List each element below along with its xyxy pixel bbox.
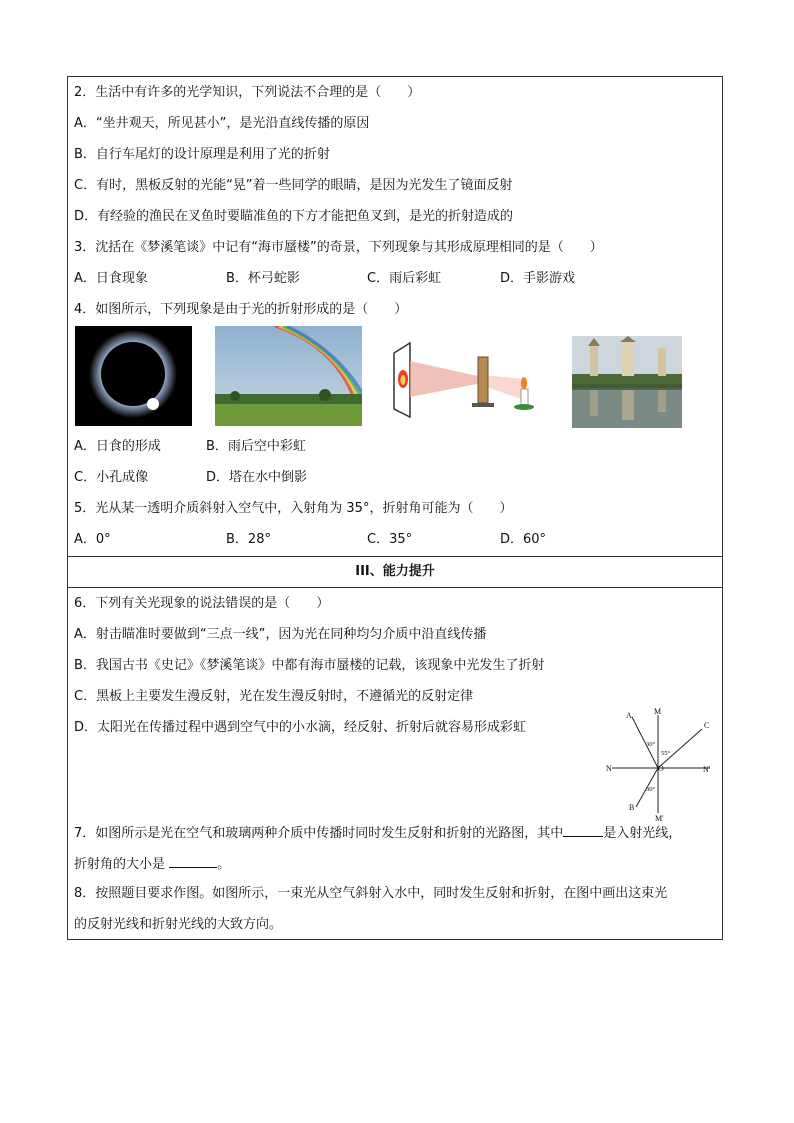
label-m-prime: M′: [655, 814, 664, 823]
q3-option-d: D．手影游戏: [500, 271, 576, 286]
q4-stem: 4．如图所示，下列现象是由于光的折射形成的是（ ）: [74, 302, 408, 317]
q5-option-c: C．35°: [367, 532, 413, 547]
q4-option-d: D．塔在水中倒影: [206, 470, 308, 485]
light-path-diagram: [606, 705, 718, 825]
q2-option-a: A．“坐井观天，所见甚小”，是光沿直线传播的原因: [74, 116, 370, 131]
label-b: B: [629, 803, 635, 812]
q2-option-b: B．自行车尾灯的设计原理是利用了光的折射: [74, 147, 330, 162]
q7-blank-1: [563, 824, 603, 837]
label-n: N: [606, 764, 612, 773]
worksheet-box: [67, 76, 723, 940]
q6-option-a: A．射击瞄准时要做到“三点一线”，因为光在同种均匀介质中沿直线传播: [74, 627, 487, 642]
q5-option-a: A．0°: [74, 532, 111, 547]
label-n-prime: N′: [703, 765, 711, 774]
q6-option-c: C．黑板上主要发生漫反射，光在发生漫反射时，不遵循光的反射定律: [74, 689, 474, 704]
q2-option-c: C．有时，黑板反射的光能“晃”着一些同学的眼睛，是因为光发生了镜面反射: [74, 178, 513, 193]
q7-text-2: 是入射光线，: [603, 826, 682, 841]
q5-option-b: B．28°: [226, 532, 271, 547]
q5-stem: 5．光从某一透明介质斜射入空气中，入射角为 35°，折射角可能为（ ）: [74, 501, 513, 516]
q5-option-d: D．60°: [500, 532, 547, 547]
solar-eclipse-image: [75, 326, 192, 426]
q3-stem: 3．沈括在《梦溪笔谈》中记有“海市蜃楼”的奇景，下列现象与其形成原理相同的是（ ）: [74, 240, 603, 255]
q7-line1: [74, 824, 681, 842]
section-divider-bottom: [68, 587, 722, 588]
q6-stem: 6．下列有关光现象的说法错误的是（ ）: [74, 596, 330, 611]
q3-option-c: C．雨后彩虹: [367, 271, 442, 286]
pinhole-imaging-image: [388, 339, 538, 423]
q2-option-d: D．有经验的渔民在叉鱼时要瞄准鱼的下方才能把鱼叉到，是光的折射造成的: [74, 209, 514, 224]
label-a: A: [626, 711, 632, 720]
label-m: M: [654, 707, 662, 716]
pagoda-reflection-image: [572, 336, 682, 428]
q7-line2: [74, 855, 230, 873]
q8-line1: 8．按照题目要求作图。如图所示，一束光从空气斜射入水中，同时发生反射和折射，在图中画出这束光: [74, 886, 668, 901]
q7-text-1: 7．如图所示是光在空气和玻璃两种介质中传播时同时发生反射和折射的光路图，其中: [74, 826, 564, 841]
q4-option-b: B．雨后空中彩虹: [206, 439, 306, 454]
q3-option-b: B．杯弓蛇影: [226, 271, 300, 286]
q6-option-d: D．太阳光在传播过程中遇到空气中的小水滴，经反射、折射后就容易形成彩虹: [74, 720, 527, 735]
angle-label-3: 30°: [646, 786, 656, 793]
q7-text-4: 。: [217, 857, 231, 872]
section-divider-top: [68, 556, 722, 557]
q6-option-b: B．我国古书《史记》《梦溪笔谈》中都有海市蜃楼的记载，该现象中光发生了折射: [74, 658, 545, 673]
q3-option-a: A．日食现象: [74, 271, 148, 286]
rainbow-image: [215, 326, 362, 426]
section-title: III、能力提升: [355, 564, 435, 579]
q8-line2: 的反射光线和折射光线的大致方向。: [74, 917, 283, 932]
q7-blank-2: [169, 855, 217, 868]
ray-oc: [658, 729, 702, 768]
q2-stem: 2．生活中有许多的光学知识，下列说法不合理的是（ ）: [74, 85, 421, 100]
q4-option-a: A．日食的形成: [74, 439, 161, 454]
q4-option-c: C．小孔成像: [74, 470, 149, 485]
label-c: C: [704, 721, 710, 730]
label-o: O: [658, 764, 664, 773]
angle-label-1: 30°: [646, 741, 656, 748]
angle-label-2: 55°: [661, 750, 671, 757]
q7-text-3: 折射角的大小是: [74, 857, 166, 872]
